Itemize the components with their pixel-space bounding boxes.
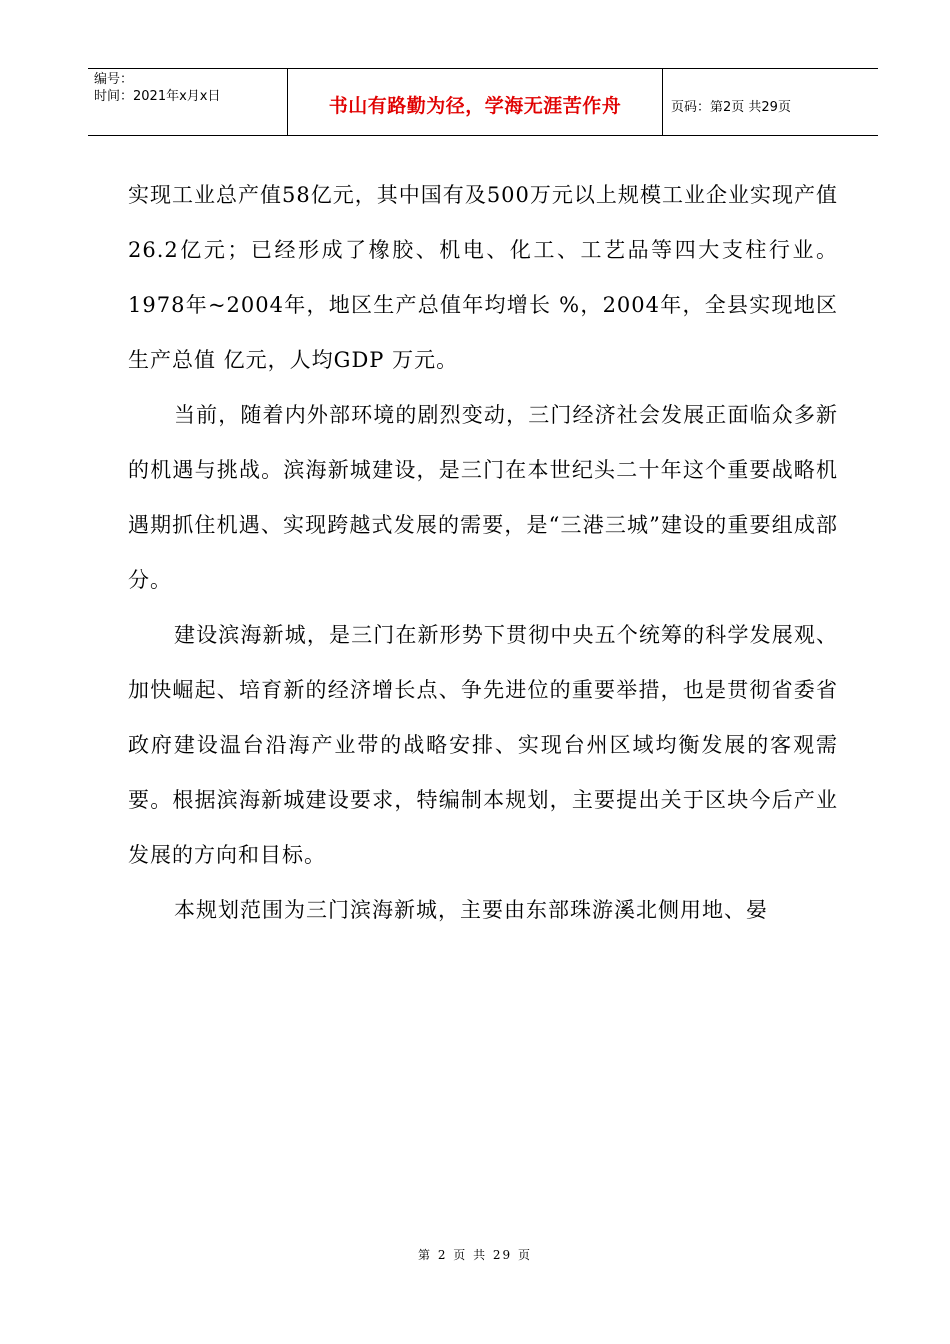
document-number-label: 编号： (94, 72, 134, 87)
paragraph: 本规划范围为三门滨海新城，主要由东部珠游溪北侧用地、晏 (174, 898, 768, 922)
paragraph: 实现工业总产值58亿元，其中国有及500万元以上规模工业企业实现产值26.2亿元；已经形成了橡胶、机电、化工、工艺品等四大支柱行业。1978年~2004年，地区生产总值年均增长 %，2004年，全县实现地区生产总值 亿元，人均GDP 万元。 (128, 183, 838, 372)
document-body (128, 168, 838, 938)
header-page-info: 页码：第2页 共29页 (671, 99, 791, 115)
page-footer: 第 2 页 共 29 页 (418, 1248, 532, 1262)
header-meta-cell (88, 69, 288, 135)
header-page-cell (663, 69, 878, 135)
header-motto: 书山有路勤为径，学海无涯苦作舟 (328, 94, 622, 117)
paragraph: 建设滨海新城，是三门在新形势下贯彻中央五个统筹的科学发展观、加快崛起、培育新的经济增长点、争先进位的重要举措，也是贯彻省委省政府建设温台沿海产业带的战略安排、实现台州区域均衡发展的客观需要。根据滨海新城建设要求，特编制本规划，主要提出关于区块今后产业发展的方向和目标。 (128, 623, 838, 867)
header-motto-cell (288, 69, 663, 135)
document-time-label: 时间：2021年x月x日 (94, 89, 221, 104)
paragraph: 当前，随着内外部环境的剧烈变动，三门经济社会发展正面临众多新的机遇与挑战。滨海新城建设，是三门在本世纪头二十年这个重要战略机遇期抓住机遇、实现跨越式发展的需要，是“三港三城”建设的重要组成部分。 (128, 403, 838, 592)
document-header (88, 68, 878, 136)
